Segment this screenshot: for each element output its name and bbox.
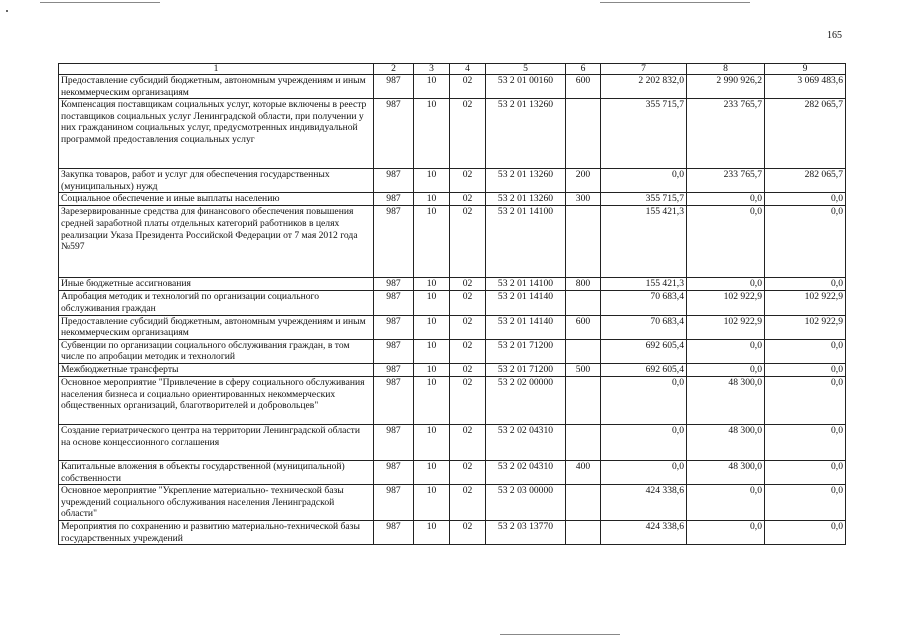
row-value-cell: 48 300,0 [687,424,765,460]
row-value-cell: 02 [450,376,486,424]
row-value-cell: 424 338,6 [601,485,687,521]
table-row [59,460,846,484]
row-value-cell: 53 2 01 71200 [486,339,566,363]
row-value-cell: 10 [414,315,450,339]
row-value-cell: 70 683,4 [601,315,687,339]
row-value-cell: 10 [414,460,450,484]
row-value-cell: 200 [566,169,601,193]
table-row [59,206,846,278]
column-header: 9 [765,64,846,75]
row-value-cell: 0,0 [765,339,846,363]
row-value-cell: 53 2 03 13770 [486,521,566,545]
row-value-cell: 233 765,7 [687,99,765,169]
row-value-cell: 500 [566,363,601,376]
row-value-cell: 02 [450,75,486,99]
row-value-cell: 0,0 [765,193,846,206]
row-value-cell: 987 [374,376,414,424]
row-value-cell: 53 2 02 04310 [486,424,566,460]
row-value-cell [566,339,601,363]
page-number: 165 [827,30,842,41]
row-value-cell: 987 [374,363,414,376]
row-value-cell: 987 [374,339,414,363]
row-value-cell: 53 2 01 71200 [486,363,566,376]
row-value-cell: 02 [450,521,486,545]
row-value-cell: 0,0 [601,460,687,484]
row-value-cell: 02 [450,460,486,484]
row-value-cell: 02 [450,291,486,315]
row-value-cell: 987 [374,278,414,291]
row-value-cell: 02 [450,169,486,193]
row-value-cell: 10 [414,206,450,278]
table-row [59,291,846,315]
table-row [59,169,846,193]
row-value-cell: 282 065,7 [765,99,846,169]
row-value-cell: 10 [414,193,450,206]
row-value-cell: 53 2 01 00160 [486,75,566,99]
row-value-cell: 02 [450,485,486,521]
scan-line-bottom [500,634,620,635]
row-value-cell: 400 [566,460,601,484]
row-value-cell: 0,0 [765,460,846,484]
row-value-cell [566,376,601,424]
column-header: 5 [486,64,566,75]
table-row [59,278,846,291]
row-value-cell: 10 [414,339,450,363]
row-value-cell: 02 [450,363,486,376]
row-value-cell: 987 [374,75,414,99]
row-value-cell: 987 [374,169,414,193]
row-value-cell: 02 [450,424,486,460]
row-name-cell: Предоставление субсидий бюджетным, автономным учреждениям и иным некоммерческим организациям [59,75,374,99]
row-value-cell [566,485,601,521]
row-value-cell: 02 [450,278,486,291]
row-name-cell: Мероприятия по сохранению и развитию материально-технической базы государственных учреждений [59,521,374,545]
row-value-cell: 0,0 [765,376,846,424]
row-value-cell: 0,0 [687,339,765,363]
row-value-cell: 10 [414,376,450,424]
table-row [59,485,846,521]
scan-line-top-left [40,2,160,3]
row-value-cell: 53 2 01 14100 [486,278,566,291]
row-name-cell: Закупка товаров, работ и услуг для обеспечения государственных (муниципальных) нужд [59,169,374,193]
column-header: 8 [687,64,765,75]
row-value-cell: 0,0 [765,278,846,291]
row-value-cell: 102 922,9 [765,291,846,315]
row-value-cell: 53 2 01 14100 [486,206,566,278]
row-value-cell: 987 [374,521,414,545]
row-value-cell: 48 300,0 [687,376,765,424]
row-name-cell: Компенсация поставщикам социальных услуг, которые включены в реестр поставщиков социальных услуг Ленинградской области, при получении у них гражданином социальных услуг, предусмотренных индивидуальной программой предоставления социальных услуг [59,99,374,169]
row-value-cell: 0,0 [765,206,846,278]
row-value-cell: 53 2 02 04310 [486,460,566,484]
row-value-cell: 155 421,3 [601,278,687,291]
row-name-cell: Капитальные вложения в объекты государственной (муниципальной) собственности [59,460,374,484]
row-value-cell: 02 [450,99,486,169]
row-value-cell: 53 2 01 14140 [486,315,566,339]
row-value-cell: 987 [374,99,414,169]
row-value-cell [566,206,601,278]
row-name-cell: Предоставление субсидий бюджетным, автономным учреждениям и иным некоммерческим организациям [59,315,374,339]
row-value-cell: 987 [374,291,414,315]
row-value-cell: 300 [566,193,601,206]
row-value-cell: 70 683,4 [601,291,687,315]
row-value-cell: 155 421,3 [601,206,687,278]
row-value-cell [566,99,601,169]
row-value-cell: 10 [414,75,450,99]
row-value-cell: 692 605,4 [601,363,687,376]
row-value-cell: 424 338,6 [601,521,687,545]
row-name-cell: Создание гериатрического центра на территории Ленинградской области на основе концессионного соглашения [59,424,374,460]
row-value-cell: 692 605,4 [601,339,687,363]
column-header: 1 [59,64,374,75]
row-value-cell: 233 765,7 [687,169,765,193]
row-value-cell: 10 [414,521,450,545]
row-value-cell: 355 715,7 [601,193,687,206]
row-name-cell: Субвенции по организации социального обслуживания граждан, в том числе по апробации методик и технологий [59,339,374,363]
row-value-cell: 800 [566,278,601,291]
column-header: 3 [414,64,450,75]
row-value-cell [566,521,601,545]
row-value-cell: 600 [566,75,601,99]
row-value-cell: 53 2 01 13260 [486,193,566,206]
table-header-row [59,64,846,75]
row-value-cell: 987 [374,485,414,521]
row-value-cell: 0,0 [601,376,687,424]
row-value-cell: 987 [374,424,414,460]
row-value-cell: 0,0 [601,169,687,193]
table-row [59,99,846,169]
row-value-cell: 02 [450,315,486,339]
row-name-cell: Социальное обеспечение и иные выплаты населению [59,193,374,206]
row-name-cell: Зарезервированные средства для финансового обеспечения повышения средней заработной платы отдельных категорий работников в целях реализации Указа Президента Российской Федерации от 7 мая 2012 года №597 [59,206,374,278]
row-value-cell: 0,0 [687,363,765,376]
row-value-cell: 102 922,9 [687,291,765,315]
column-header: 6 [566,64,601,75]
table-row [59,376,846,424]
row-value-cell: 2 990 926,2 [687,75,765,99]
row-value-cell: 53 2 01 13260 [486,99,566,169]
row-value-cell: 987 [374,193,414,206]
row-name-cell: Иные бюджетные ассигнования [59,278,374,291]
row-value-cell: 0,0 [687,193,765,206]
row-value-cell: 0,0 [687,485,765,521]
row-value-cell: 10 [414,169,450,193]
scan-dot [6,10,8,12]
row-value-cell: 53 2 03 00000 [486,485,566,521]
row-value-cell: 0,0 [687,206,765,278]
row-value-cell: 0,0 [765,521,846,545]
row-value-cell: 10 [414,99,450,169]
row-value-cell: 3 069 483,6 [765,75,846,99]
row-value-cell: 282 065,7 [765,169,846,193]
row-value-cell: 0,0 [765,485,846,521]
row-value-cell [566,291,601,315]
row-value-cell: 10 [414,291,450,315]
row-value-cell: 10 [414,363,450,376]
row-value-cell: 102 922,9 [687,315,765,339]
row-value-cell: 0,0 [687,278,765,291]
column-header: 4 [450,64,486,75]
row-value-cell [566,424,601,460]
row-value-cell: 10 [414,424,450,460]
row-value-cell: 53 2 02 00000 [486,376,566,424]
column-header: 7 [601,64,687,75]
row-value-cell: 0,0 [687,521,765,545]
row-value-cell: 987 [374,315,414,339]
row-value-cell: 10 [414,278,450,291]
budget-table [58,63,846,545]
row-value-cell: 53 2 01 14140 [486,291,566,315]
row-value-cell: 02 [450,206,486,278]
row-value-cell: 02 [450,339,486,363]
row-value-cell: 0,0 [765,363,846,376]
row-value-cell: 0,0 [601,424,687,460]
row-value-cell: 48 300,0 [687,460,765,484]
table-row [59,363,846,376]
table-row [59,193,846,206]
column-header: 2 [374,64,414,75]
row-value-cell: 987 [374,460,414,484]
table-row [59,75,846,99]
table-row [59,424,846,460]
row-value-cell: 10 [414,485,450,521]
row-value-cell: 53 2 01 13260 [486,169,566,193]
table-row [59,315,846,339]
row-name-cell: Основное мероприятие "Привлечение в сферу социального обслуживания населения бизнеса и социально ориентированных некоммерческих общественных организаций, благотворителей и добровольцев" [59,376,374,424]
row-value-cell: 2 202 832,0 [601,75,687,99]
table-row [59,521,846,545]
row-name-cell: Основное мероприятие "Укрепление материально- технической базы учреждений социального обслуживания населения Ленинградской области" [59,485,374,521]
row-value-cell: 102 922,9 [765,315,846,339]
row-value-cell: 987 [374,206,414,278]
row-value-cell: 355 715,7 [601,99,687,169]
row-name-cell: Межбюджетные трансферты [59,363,374,376]
row-value-cell: 02 [450,193,486,206]
table-row [59,339,846,363]
scan-line-top-right [600,2,750,3]
row-value-cell: 0,0 [765,424,846,460]
row-name-cell: Апробация методик и технологий по организации социального обслуживания граждан [59,291,374,315]
row-value-cell: 600 [566,315,601,339]
